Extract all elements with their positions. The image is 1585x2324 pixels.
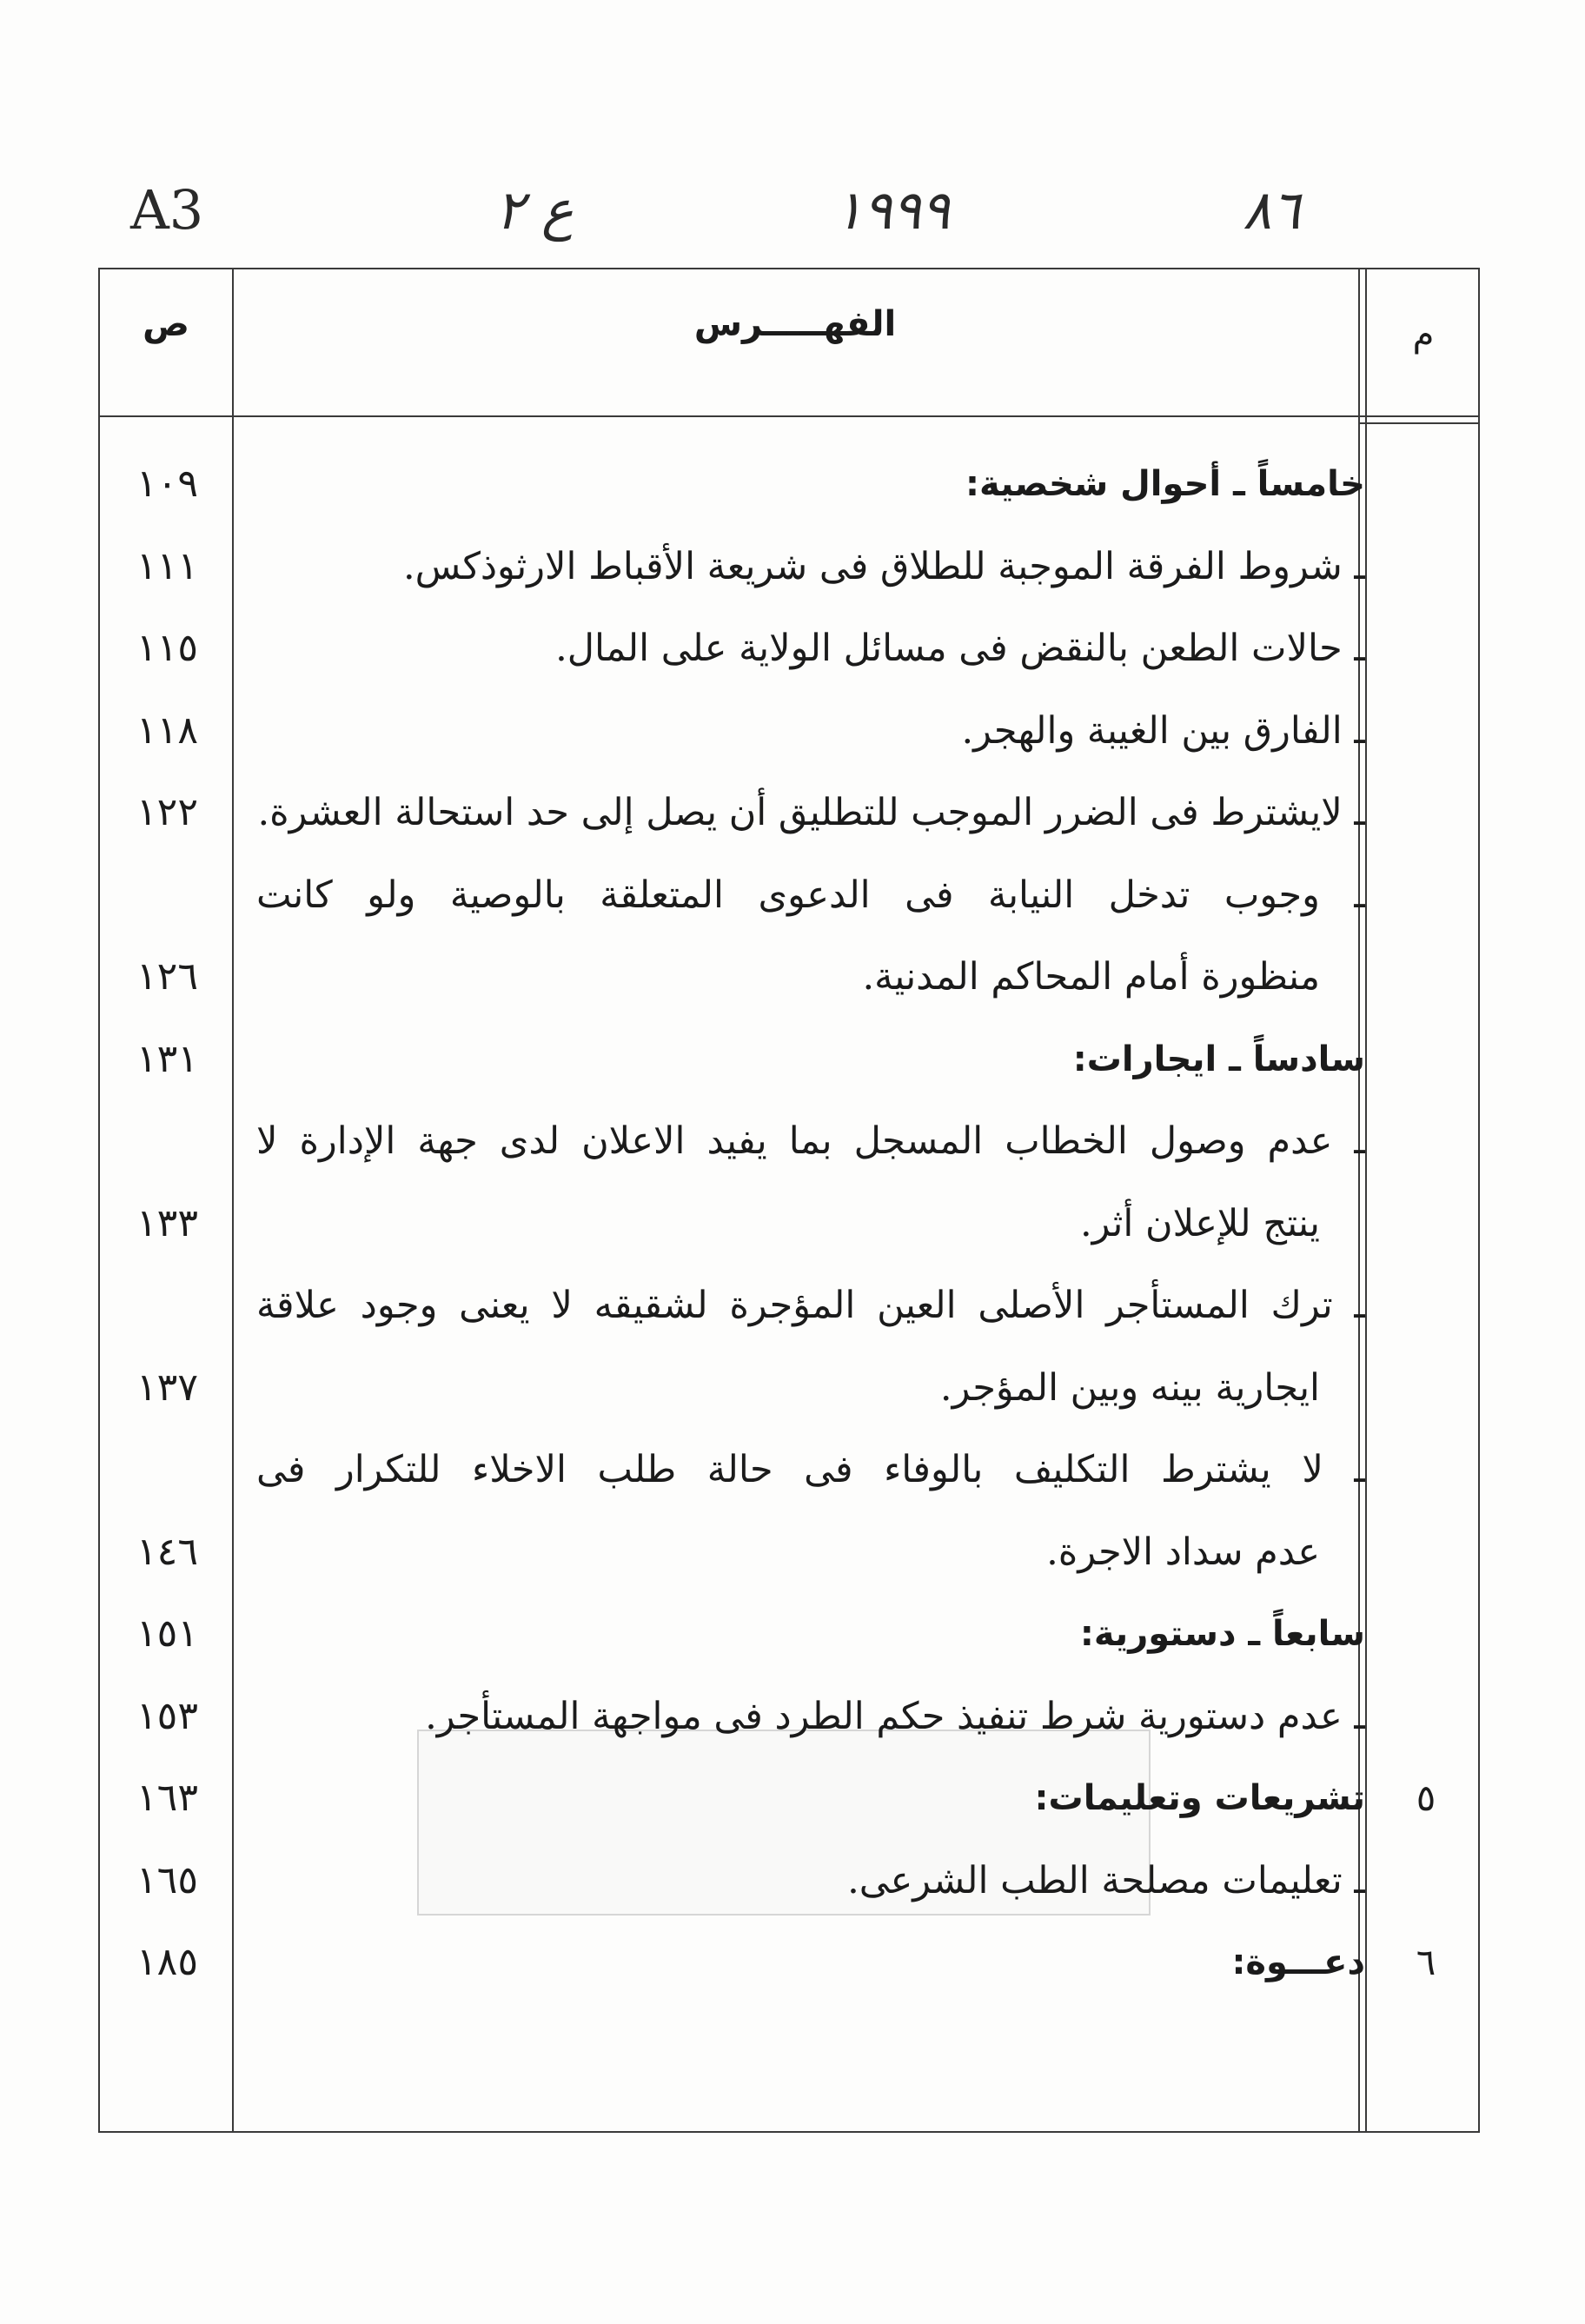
- index-row: [100, 1511, 1478, 1593]
- page-number: ١١٥: [136, 626, 198, 670]
- page-number: ١١٨: [136, 707, 198, 753]
- handwritten-year: ١٩٩٩: [834, 178, 951, 242]
- page-number: ١٥٣: [136, 1693, 198, 1738]
- page-number: ١٢٦: [136, 954, 198, 999]
- index-row: [100, 1347, 1478, 1429]
- entry-text: ـ حالات الطعن بالنقض فى مسائل الولاية على المال.: [555, 627, 1365, 670]
- header-divider-second: [1358, 422, 1478, 424]
- index-title: الفهـــــرس: [693, 304, 897, 344]
- index-row: [100, 772, 1478, 853]
- index-row: [100, 1265, 1478, 1346]
- section-number: ٦: [1416, 1941, 1436, 1983]
- index-row: [100, 1100, 1478, 1182]
- index-row: [100, 1183, 1478, 1265]
- handwritten-issue: ع ٢: [495, 178, 574, 242]
- handwritten-number: ٨٦: [1243, 178, 1301, 242]
- index-row: [100, 443, 1478, 525]
- page-number: ١٥١: [136, 1611, 198, 1656]
- section-heading: دعـــوة:: [1231, 1942, 1365, 1982]
- index-table: [98, 268, 1480, 2133]
- index-row: [100, 1593, 1478, 1675]
- entry-text: ـ عدم دستورية شرط تنفيذ حكم الطرد فى مواجهة المستأجر.: [425, 1694, 1365, 1738]
- section-heading: سادساً ـ ايجارات:: [1072, 1039, 1365, 1079]
- page-number: ١٠٩: [136, 461, 198, 506]
- index-row: [100, 854, 1478, 936]
- page-number: ١٣١: [136, 1036, 198, 1081]
- entry-text: ـ وجوب تدخل النيابة فى الدعوى المتعلقة بالوصية ولو كانت: [256, 873, 1365, 917]
- entry-text: منظورة أمام المحاكم المدنية.: [862, 955, 1320, 999]
- entry-text: ـ شروط الفرقة الموجبة للطلاق فى شريعة الأقباط الارثوذكس.: [402, 544, 1365, 588]
- entry-text: ـ لا يشترط التكليف بالوفاء فى حالة طلب الاخلاء للتكرار فى: [256, 1448, 1365, 1491]
- page-number: ١١١: [136, 543, 198, 588]
- index-row: [100, 1429, 1478, 1511]
- index-row: [100, 690, 1478, 772]
- page-column-header: ص: [143, 304, 189, 344]
- index-row: [100, 936, 1478, 1018]
- page-number: ١٣٣: [136, 1200, 198, 1245]
- entry-text: ـ عدم وصول الخطاب المسجل بما يفيد الاعلان لدى جهة الإدارة لا: [256, 1119, 1365, 1163]
- index-row: [100, 1019, 1478, 1100]
- index-row: [100, 526, 1478, 608]
- section-heading: سابعاً ـ دستورية:: [1079, 1614, 1365, 1654]
- section-number: ٥: [1416, 1776, 1436, 1819]
- entry-text: ـ ترك المستأجر الأصلى العين المؤجرة لشقيقه لا يعنى وجود علاقة: [256, 1284, 1365, 1327]
- entry-text: ينتج للإعلان أثر.: [1080, 1201, 1320, 1245]
- entry-text: ـ تعليمات مصلحة الطب الشرعى.: [847, 1858, 1365, 1902]
- page-number: ١٤٦: [136, 1529, 198, 1574]
- handwritten-code: A3: [130, 178, 204, 242]
- entry-text: ـ الفارق بين الغيبة والهجر.: [961, 708, 1365, 753]
- index-row: [100, 608, 1478, 689]
- page-number: ١٦٣: [136, 1776, 198, 1820]
- entry-text: ايجارية بينه وبين المؤجر.: [939, 1365, 1320, 1410]
- page-number: ١٨٥: [136, 1940, 198, 1984]
- number-column-header: م: [1412, 315, 1435, 355]
- index-row: [100, 1922, 1478, 2003]
- index-row: [100, 1840, 1478, 1922]
- index-row: [100, 1676, 1478, 1757]
- entry-text: ـ لايشترط فى الضرر الموجب للتطليق أن يصل إلى حد استحالة العشرة.: [257, 791, 1365, 834]
- index-row: [100, 1757, 1478, 1839]
- section-heading: تشريعات وتعليمات:: [1034, 1778, 1365, 1818]
- page-number: ١٣٧: [136, 1365, 198, 1410]
- page-number: ١٦٥: [136, 1857, 198, 1902]
- entry-text: عدم سداد الاجرة.: [1046, 1530, 1320, 1574]
- header-divider: [100, 415, 1478, 417]
- page-number: ١٢٢: [136, 790, 198, 834]
- section-heading: خامساً ـ أحوال شخصية:: [965, 464, 1365, 504]
